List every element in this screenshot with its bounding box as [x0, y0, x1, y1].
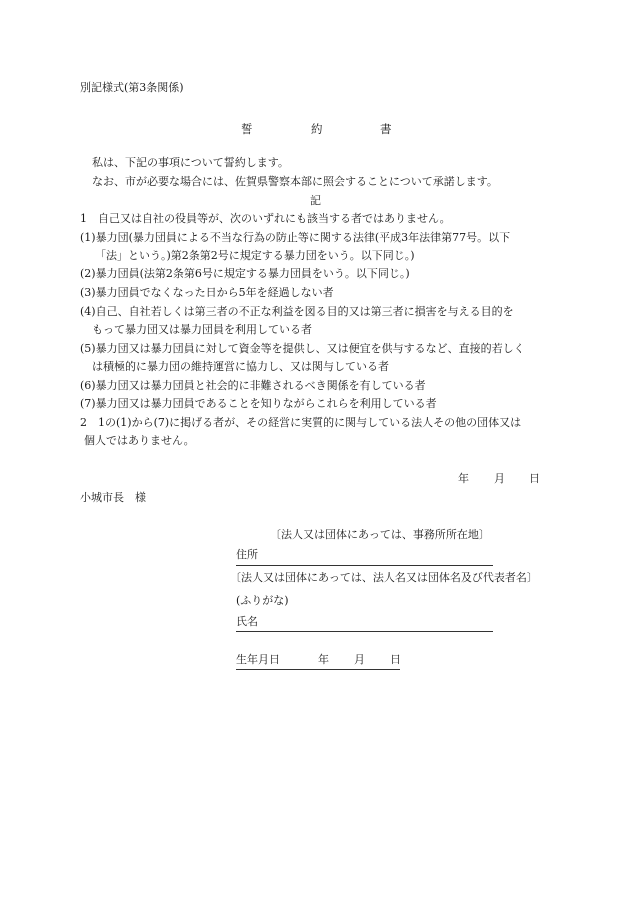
date-year-label: 年 [458, 472, 469, 485]
address-label: 住所 [236, 548, 258, 561]
date-month-label: 月 [494, 472, 505, 485]
title-char-3: 書 [380, 122, 392, 136]
intro-line-1: 私は、下記の事項について誓約します。 [92, 156, 289, 169]
clause-2-line-2: 個人ではありません。 [84, 434, 195, 447]
item-4-line-1: (4)自己、自社若しくは第三者の不正な利益を図る目的又は第三者に損害を与える目的を [80, 305, 514, 318]
title-char-2: 約 [311, 122, 323, 136]
furigana-label: (ふりがな) [236, 594, 289, 607]
item-2: (2)暴力団員(法第2条第6号に規定する暴力団員をいう。以下同じ。) [80, 267, 410, 280]
item-1-line-1: (1)暴力団(暴力団員による不当な行為の防止等に関する法律(平成3年法律第77号。以下 [80, 231, 511, 244]
item-4-line-2: もって暴力団又は暴力団員を利用している者 [92, 323, 312, 336]
birthdate-field[interactable] [236, 669, 400, 670]
name-field[interactable] [236, 631, 493, 632]
intro-line-2: なお、市が必要な場合には、佐賀県警察本部に照会することについて承諾します。 [92, 175, 498, 188]
address-field[interactable] [236, 565, 493, 566]
address-note: 〔法人又は団体にあっては、事務所所在地〕 [270, 528, 490, 541]
item-3: (3)暴力団員でなくなった日から5年を経過しない者 [80, 286, 334, 299]
clause-2-line-1: 2 1の(1)から(7)に掲げる者が、その経営に実質的に関与している法人その他の団体又は [80, 416, 522, 429]
name-label: 氏名 [236, 615, 258, 628]
form-label: 別記様式(第3条関係) [80, 81, 184, 94]
name-note: 〔法人又は団体にあっては、法人名又は団体名及び代表者名〕 [230, 571, 538, 584]
title-char-1: 誓 [241, 122, 253, 136]
birthdate-year-label: 年 [318, 653, 329, 666]
clause-1: 1 自己又は自社の役員等が、次のいずれにも該当する者ではありません。 [80, 212, 451, 225]
birthdate-label: 生年月日 [236, 653, 280, 666]
item-7: (7)暴力団又は暴力団員であることを知りながらこれらを利用している者 [80, 397, 437, 410]
ki-heading: 記 [310, 194, 321, 207]
birthdate-day-label: 日 [390, 653, 401, 666]
item-5-line-2: は積極的に暴力団の維持運営に協力し、又は関与している者 [92, 360, 389, 373]
item-6: (6)暴力団又は暴力団員と社会的に非難されるべき関係を有している者 [80, 379, 426, 392]
item-5-line-1: (5)暴力団又は暴力団員に対して資金等を提供し、又は便宜を供与するなど、直接的若しく [80, 342, 525, 355]
birthdate-month-label: 月 [354, 653, 365, 666]
item-1-line-2: 「法」という。)第2条第2号に規定する暴力団をいう。以下同じ。) [95, 249, 415, 262]
date-day-label: 日 [529, 472, 540, 485]
addressee: 小城市長 様 [80, 491, 146, 504]
